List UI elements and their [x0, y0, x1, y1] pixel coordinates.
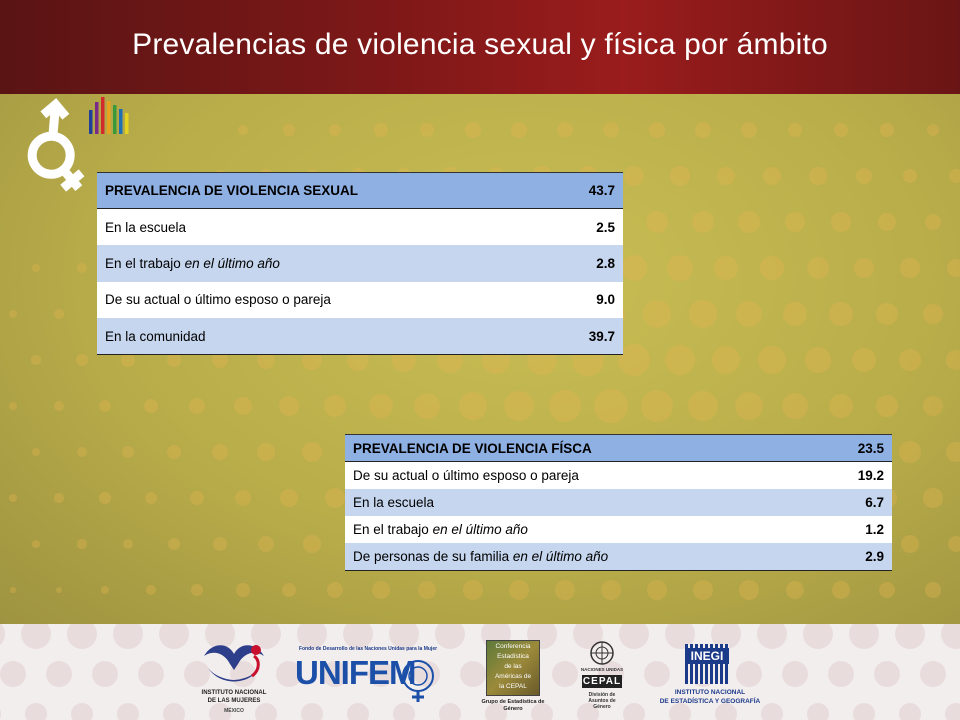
background-dot — [235, 490, 252, 507]
background-dot — [9, 402, 17, 410]
background-dot — [899, 349, 921, 371]
footer-dot — [46, 661, 72, 687]
background-dot — [649, 122, 665, 138]
background-dot — [9, 310, 17, 318]
background-dot — [899, 441, 920, 462]
background-dot — [414, 393, 440, 419]
footer-dot — [159, 624, 189, 649]
row-label: En la escuela — [105, 219, 187, 235]
table-header-row — [97, 173, 623, 209]
table-row — [345, 516, 892, 543]
background-dot — [555, 580, 576, 601]
footer-dot — [21, 624, 51, 649]
background-dot — [763, 167, 781, 185]
background-dot — [688, 391, 718, 421]
footer-dot — [138, 661, 164, 687]
background-dot — [101, 586, 110, 595]
inegi-line1: INSTITUTO NACIONAL — [674, 689, 746, 696]
background-dot — [145, 492, 158, 505]
background-dot — [54, 401, 64, 411]
row-value: 39.7 — [588, 328, 615, 344]
background-dot — [641, 390, 673, 422]
table-row — [97, 282, 623, 318]
background-dot — [303, 535, 321, 553]
cepal-name: CEPAL — [582, 676, 622, 687]
un-globe-icon — [589, 640, 615, 666]
cepal-top-text: NACIONES UNIDAS — [580, 667, 624, 672]
conferencia-line5: la CEPAL — [499, 683, 527, 690]
logo-footer — [0, 624, 960, 720]
background-dot — [511, 122, 527, 138]
inegi-line2: DE ESTADÍSTICA Y GEOGRAFÍA — [659, 698, 761, 705]
background-dot — [695, 122, 711, 138]
row-label: De su actual o último esposo o pareja — [105, 292, 331, 308]
footer-dot — [899, 703, 921, 720]
inmujeres-line3: MÉXICO — [224, 708, 244, 714]
conferencia-line1: Conferencia — [495, 643, 531, 650]
row-label: De su actual o último esposo o pareja — [353, 468, 579, 484]
sexual-violence-table — [97, 172, 623, 355]
background-dot — [624, 166, 643, 185]
table-row — [97, 245, 623, 281]
inmujeres-line2: DE LAS MUJERES — [207, 698, 261, 704]
background-dot — [712, 346, 741, 375]
background-dot — [738, 211, 759, 232]
background-dot — [646, 211, 668, 233]
slide-title: Prevalencias de violencia sexual y física por ámbito — [132, 28, 828, 61]
background-dot — [594, 389, 627, 422]
background-dot — [643, 300, 671, 328]
unifem-logo — [293, 644, 443, 714]
background-dot — [782, 393, 809, 420]
footer-dot — [117, 703, 139, 720]
footer-dot — [71, 703, 93, 720]
cepal-logo — [572, 640, 632, 720]
row-label: En el trabajo en el último año — [353, 522, 528, 538]
footer-dot — [828, 661, 854, 687]
background-dot — [121, 353, 134, 366]
background-dot — [77, 263, 87, 273]
background-dot — [212, 444, 229, 461]
background-dot — [692, 211, 714, 233]
footer-dot — [941, 624, 960, 649]
background-dot — [923, 488, 942, 507]
background-dot — [123, 539, 134, 550]
background-dot — [949, 169, 960, 183]
background-dot — [190, 491, 205, 506]
background-dot — [32, 540, 39, 547]
background-dot — [191, 584, 203, 596]
conferencia-line4: Américas de — [494, 673, 532, 680]
background-dot — [369, 394, 393, 418]
footer-dot — [25, 703, 47, 720]
footer-dot — [163, 703, 185, 720]
united-nations-emblem-icon — [397, 658, 439, 704]
table-header-row — [345, 435, 892, 462]
unifem-caption: Fondo de Desarrollo de las Naciones Unidas para la Mujer — [298, 646, 438, 652]
background-dot — [122, 446, 135, 459]
background-dot — [282, 583, 297, 598]
background-dot — [758, 346, 785, 373]
background-dot — [880, 123, 893, 136]
background-dot — [665, 345, 696, 376]
footer-dot — [782, 661, 808, 687]
background-dot — [854, 258, 875, 279]
background-dot — [878, 213, 896, 231]
table-heading-value: 43.7 — [588, 183, 615, 199]
background-dot — [99, 492, 110, 503]
table-heading-label: PREVALENCIA DE VIOLENCIA FÍSCA — [353, 440, 592, 456]
row-label: En la comunidad — [105, 328, 206, 344]
table-row — [97, 209, 623, 245]
background-dot — [257, 443, 276, 462]
background-dot — [504, 391, 534, 421]
row-label: En el trabajo en el último año — [105, 255, 280, 271]
footer-dot — [0, 661, 26, 687]
footer-dot — [945, 703, 960, 720]
background-dot — [168, 538, 181, 551]
background-dot — [788, 123, 803, 138]
footer-dot — [67, 624, 97, 649]
background-dot — [786, 581, 805, 600]
background-dot — [420, 123, 435, 138]
footer-dot — [0, 703, 1, 720]
background-dot — [509, 580, 529, 600]
background-dot — [670, 166, 689, 185]
background-dot — [167, 445, 182, 460]
row-value: 2.9 — [865, 549, 884, 565]
conferencia-line2: Estadística — [497, 653, 529, 660]
row-value: 6.7 — [865, 494, 884, 510]
background-dot — [238, 125, 248, 135]
background-dot — [459, 392, 487, 420]
physical-violence-table — [345, 434, 892, 571]
background-dot — [280, 489, 298, 507]
footer-dot — [920, 661, 946, 687]
background-dot — [900, 258, 919, 277]
background-dot — [809, 167, 826, 184]
footer-dot — [0, 624, 5, 649]
background-dot — [903, 169, 918, 184]
background-dot — [32, 448, 41, 457]
background-dot — [693, 580, 713, 600]
cepal-caption: División de Asuntos de Género — [588, 692, 616, 710]
background-dot — [946, 350, 960, 370]
slide-header — [0, 0, 960, 94]
table-row — [97, 318, 623, 354]
background-dot — [325, 488, 345, 508]
footer-dot — [92, 661, 118, 687]
background-dot — [465, 122, 480, 137]
background-dot — [32, 264, 40, 272]
footer-dot — [803, 624, 833, 649]
background-dot — [667, 255, 692, 280]
footer-dot — [460, 661, 486, 687]
table-row — [345, 543, 892, 570]
background-dot — [714, 256, 738, 280]
footer-dot — [849, 624, 879, 649]
background-dot — [324, 395, 346, 417]
background-dot — [283, 124, 295, 136]
background-dot — [31, 355, 40, 364]
background-dot — [829, 394, 854, 419]
background-dot — [213, 537, 227, 551]
background-dot — [946, 442, 960, 461]
table-row — [345, 462, 892, 489]
background-dot — [947, 259, 960, 276]
inegi-name: INEGI — [685, 648, 729, 664]
background-dot — [557, 122, 573, 138]
row-label: En la escuela — [353, 494, 435, 510]
background-dot — [144, 399, 158, 413]
background-dot — [601, 580, 622, 601]
row-value: 2.8 — [596, 255, 615, 271]
background-dot — [647, 580, 668, 601]
background-dot — [463, 580, 483, 600]
inmujeres-line1: INSTITUTO NACIONAL — [201, 690, 267, 696]
background-dot — [9, 494, 16, 501]
background-dot — [760, 256, 783, 279]
footer-dot — [895, 624, 925, 649]
row-label: De personas de su familia en el último año — [353, 549, 609, 565]
background-dot — [10, 587, 15, 592]
background-dot — [925, 582, 940, 597]
background-dot — [689, 300, 717, 328]
background-dot — [807, 257, 829, 279]
table-row — [345, 489, 892, 516]
table-heading-value: 23.5 — [857, 440, 884, 456]
unifem-name: UNIFEM — [295, 654, 416, 691]
background-dot — [76, 354, 87, 365]
background-dot — [77, 447, 88, 458]
background-dot — [831, 212, 850, 231]
conferencia-estadistica-logo — [481, 640, 545, 720]
row-value: 2.5 — [596, 219, 615, 235]
background-dot — [876, 395, 899, 418]
background-dot — [621, 255, 647, 281]
background-dot — [783, 302, 808, 327]
background-dot — [146, 585, 156, 595]
background-dot — [236, 583, 249, 596]
background-dot — [739, 580, 759, 600]
row-value: 9.0 — [596, 292, 615, 308]
background-dot — [834, 123, 848, 137]
background-dot — [925, 214, 941, 230]
background-dot — [54, 493, 63, 502]
background-dot — [735, 392, 763, 420]
background-dot — [99, 400, 111, 412]
footer-dot — [807, 703, 829, 720]
inmujeres-logo — [198, 638, 270, 720]
background-dot — [876, 303, 898, 325]
background-dot — [856, 168, 872, 184]
background-dot — [805, 347, 830, 372]
conferencia-caption: Grupo de Estadística de Género — [481, 699, 545, 712]
inegi-logo — [655, 644, 765, 716]
background-dot — [901, 535, 919, 553]
background-dot — [549, 390, 581, 422]
background-dot — [329, 124, 342, 137]
background-dot — [279, 396, 299, 416]
background-dot — [327, 582, 343, 598]
background-dot — [258, 536, 274, 552]
footer-dot — [113, 624, 143, 649]
background-dot — [879, 582, 896, 599]
inmujeres-emblem-icon — [198, 638, 270, 690]
conferencia-line3: de las — [504, 663, 522, 670]
background-dot — [717, 167, 736, 186]
table-heading-label: PREVALENCIA DE VIOLENCIA SEXUAL — [105, 183, 359, 199]
row-value: 19.2 — [857, 468, 884, 484]
background-dot — [302, 442, 322, 462]
background-dot — [832, 581, 850, 599]
background-dot — [603, 122, 619, 138]
background-dot — [234, 397, 252, 415]
background-dot — [741, 122, 757, 138]
background-dot — [418, 581, 437, 600]
background-dot — [829, 302, 852, 325]
background-dot — [923, 396, 944, 417]
background-dot — [852, 348, 875, 371]
row-value: 1.2 — [865, 522, 884, 538]
footer-dot — [853, 703, 875, 720]
background-dot — [948, 536, 960, 553]
background-dot — [56, 587, 63, 594]
background-dot — [189, 398, 205, 414]
background-dot — [374, 123, 388, 137]
background-dot — [54, 309, 64, 319]
background-dot — [927, 124, 939, 136]
footer-dot — [874, 661, 900, 687]
background-dot — [77, 539, 86, 548]
background-dot — [736, 301, 762, 327]
background-dot — [923, 304, 943, 324]
background-dot — [372, 581, 389, 598]
background-dot — [785, 212, 805, 232]
